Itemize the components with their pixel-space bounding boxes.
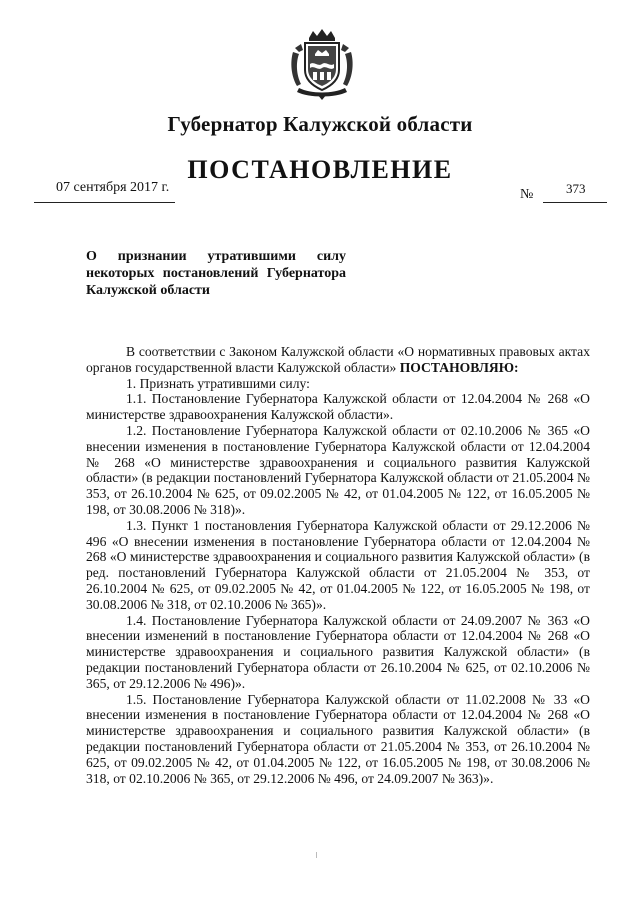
item-1-2: 1.2. Постановление Губернатора Калужской области от 02.10.2006 № 365 «О внесении изменения в постановление Губернатора Калужской области от 12.04.2004 № 268 «О министерстве здравоохранения и социального развития Калужской области» (в редакции постановлений Губернатора Калужской области от 21.05.2004 № 353, от 26.10.2004 № 625, от 09.02.2005 № 42, от 01.04.2005 № 122, от 16.05.2005 № 198, от 30.08.2006 № 318)». xyxy=(86,422,590,517)
document-subject: О признании утратившими силу некоторых постановлений Губернатора Калужской области xyxy=(86,249,346,298)
intro-text: В соответствии с Законом Калужской области «О нормативных правовых актах органов государственной власти Калужской области» xyxy=(86,344,590,375)
intro-resolution: ПОСТАНОВЛЯЮ: xyxy=(399,359,519,375)
item-1-4: 1.4. Постановление Губернатора Калужской области от 24.09.2007 № 363 «О внесении изменений в постановление Губернатора области от 12.04.2004 № 268 «О министерстве здравоохранения и социального развития Калужской области» (в редакции постановлений Губернатора области от 26.10.2004 № 625, от 02.10.2006 № 365, от 29.12.2006 № 496)». xyxy=(86,612,590,691)
issuer-title: Губернатор Калужской области xyxy=(167,112,473,136)
item-1-3: 1.3. Пункт 1 постановления Губернатора Калужской области от 29.12.2006 № 496 «О внесении изменения в постановление Губернатора области от 12.04.2004 № 268 «О министерстве здравоохранения и социального развития Калужской области» (в ред. постановлений Губернатора Калужской области от 21.05.2004 № 353, от 26.10.2004 № 625, от 09.02.2005 № 42, от 01.04.2005 № 122, от 16.05.2005 № 198, от 30.08.2006 № 318, от 02.10.2006 № 365)». xyxy=(86,517,590,612)
item-1-1: 1.1. Постановление Губернатора Калужской области от 12.04.2004 № 268 «О министерстве здравоохранения Калужской области». xyxy=(86,391,590,423)
number-underline xyxy=(543,202,607,203)
number-sign: № xyxy=(520,187,534,202)
document-date: 07 сентября 2017 г. xyxy=(56,180,170,195)
document-body xyxy=(86,344,590,786)
intro-paragraph xyxy=(86,344,590,376)
page-mark xyxy=(316,852,317,858)
item-1: 1. Признать утратившими силу: xyxy=(126,375,310,391)
document-type: ПОСТАНОВЛЕНИЕ xyxy=(187,155,453,184)
item-1-5: 1.5. Постановление Губернатора Калужской области от 11.02.2008 № 33 «О внесении изменения в постановление Губернатора области от 12.04.2004 № 268 «О министерстве здравоохранения и социального развития Калужской области» (в редакции постановлений Губернатора области от 21.05.2004 № 353, от 26.10.2004 № 625, от 09.02.2005 № 42, от 01.04.2005 № 122, от 16.05.2005 № 198, от 30.08.2006 № 318, от 02.10.2006 № 365, от 29.12.2006 № 496, от 24.09.2007 № 363)». xyxy=(86,691,590,786)
date-underline xyxy=(34,202,175,203)
document-number: 373 xyxy=(566,181,586,196)
coat-of-arms-icon xyxy=(287,28,357,102)
